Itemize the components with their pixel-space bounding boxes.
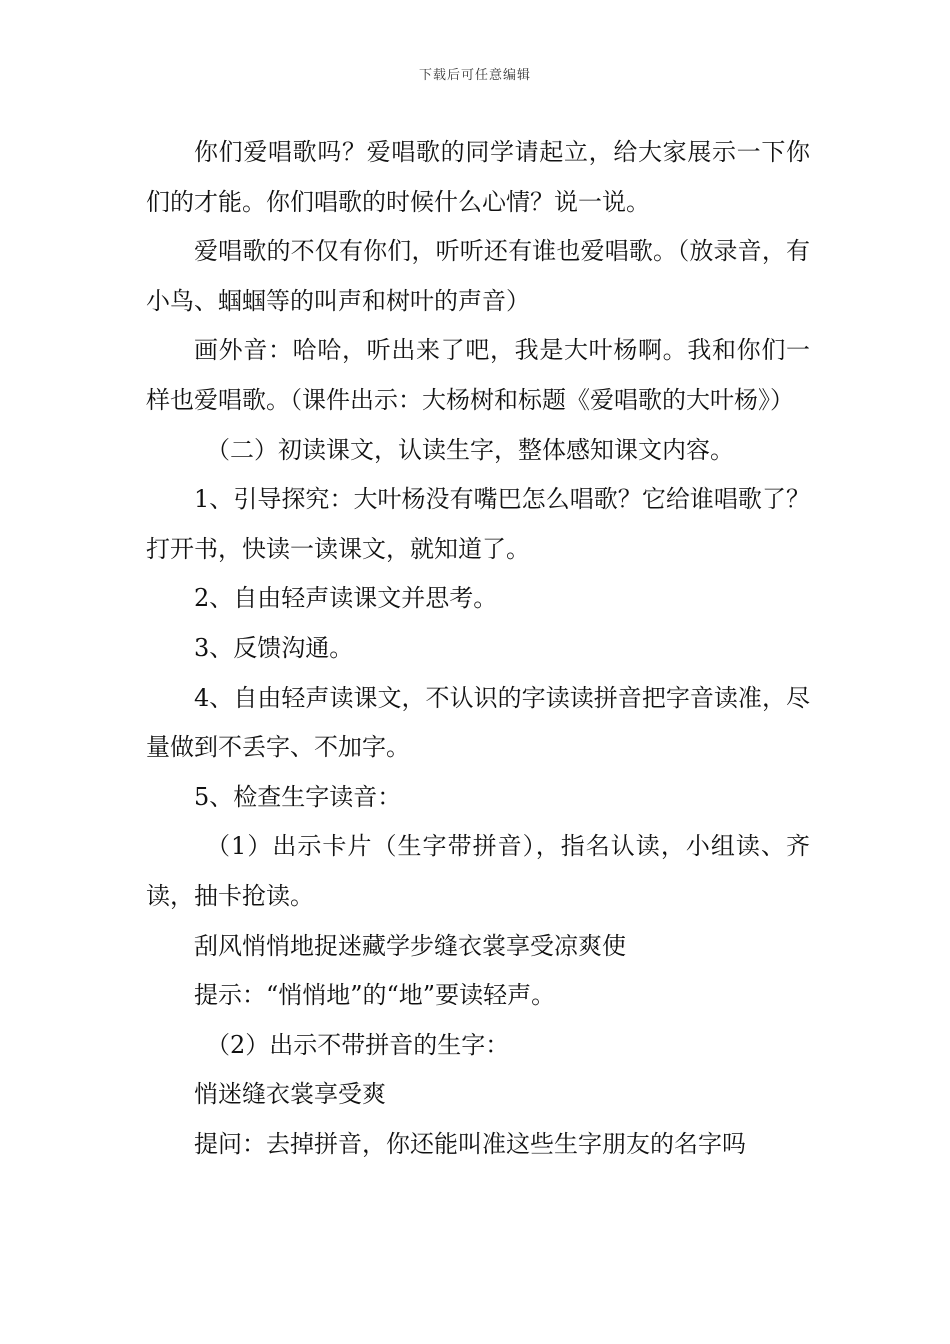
- paragraph-hint: 提示：“悄悄地”的“地”要读轻声。: [194, 981, 556, 1010]
- paragraph-substep-1: （1）出示卡片（生字带拼音），指名认读，小组读、齐读，抽卡抢读。: [146, 832, 810, 910]
- paragraph-step-5: 5、检查生字读音：: [194, 782, 402, 811]
- paragraph-vocab-list-2: 悄迷缝衣裳享受爽: [194, 1080, 386, 1109]
- paragraph-step-4: 4、自由轻声读课文，不认识的字读读拼音把字音读准，尽量做到不丢字、不加字。: [146, 683, 810, 762]
- paragraph-step-3: 3、反馈沟通。: [194, 633, 354, 662]
- page-header: 下载后可任意编辑: [418, 68, 531, 83]
- paragraph-substep-2: （2）出示不带拼音的生字：: [206, 1030, 510, 1059]
- document-body: [146, 128, 810, 1169]
- paragraph-intro-singing: 你们爱唱歌吗？爱唱歌的同学请起立，给大家展示一下你们的才能。你们唱歌的时候什么心情？说一说。: [146, 138, 810, 216]
- paragraph-section-two-heading: （二）初读课文，认读生字，整体感知课文内容。: [206, 435, 734, 464]
- paragraph-voiceover: 画外音：哈哈，听出来了吧，我是大叶杨啊。我和你们一样也爱唱歌。（课件出示：大杨树和标题《爱唱歌的大叶杨》）: [146, 336, 810, 414]
- paragraph-listen-recording: 爱唱歌的不仅有你们，听听还有谁也爱唱歌。（放录音，有小鸟、蝈蝈等的叫声和树叶的声音）: [146, 237, 810, 315]
- paragraph-step-2: 2、自由轻声读课文并思考。: [194, 584, 498, 613]
- paragraph-question: 提问：去掉拼音，你还能叫准这些生字朋友的名字吗: [194, 1129, 746, 1158]
- paragraph-vocab-list-1: 刮风悄悄地捉迷藏学步缝衣裳享受凉爽使: [194, 931, 626, 960]
- paragraph-step-1: 1、引导探究：大叶杨没有嘴巴怎么唱歌？它给谁唱歌了？打开书，快读一读课文，就知道了。: [146, 485, 810, 563]
